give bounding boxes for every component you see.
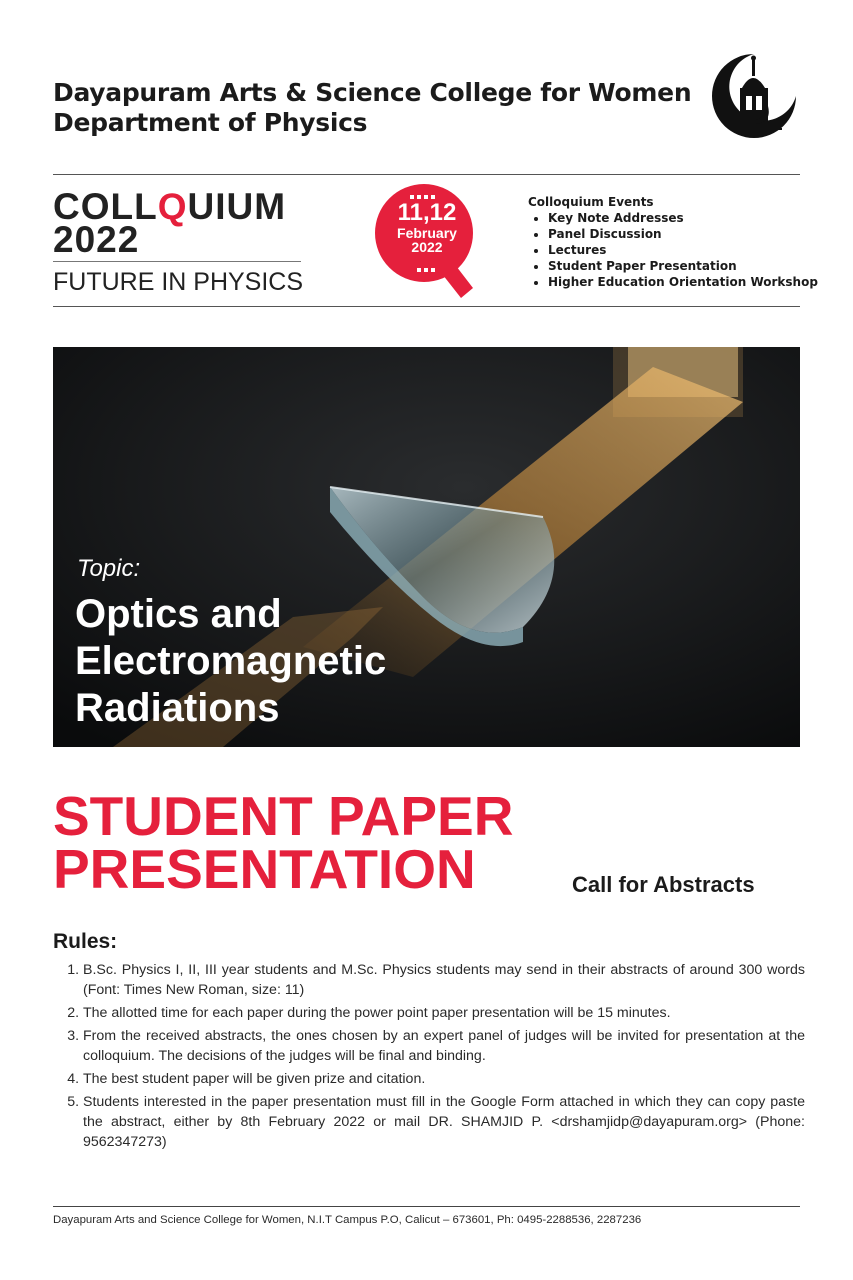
rules-heading: Rules: (53, 930, 118, 953)
colloquium-title-part1: COLL (53, 186, 158, 227)
topic-line: Radiations (75, 686, 280, 730)
date-year: 2022 (411, 239, 443, 255)
rule-item: 1. B.Sc. Physics I, II, III year students and M.Sc. Physics students may send in their abstracts of around 300 words (Font: Times New Roman, size: 11) (83, 960, 805, 1000)
rule-item: 5. Students interested in the paper presentation must fill in the Google Form attached in which they can copy paste the abstract, either by 8th February 2022 or mail DR. SHAMJID P. <drshamjidp@dayapuram.org> (Phone: 9562347273) (83, 1092, 805, 1152)
rule-item: 2. The allotted time for each paper during the power point paper presentation will be 15 minutes. (83, 1003, 805, 1023)
event-item: • Key Note Addresses (548, 210, 818, 226)
event-item: • Student Paper Presentation (548, 258, 818, 274)
colloquium-title-q: Q (157, 186, 188, 227)
department-name: Department of Physics (53, 108, 368, 137)
date-text (376, 200, 478, 254)
event-item: • Panel Discussion (548, 226, 818, 242)
header-divider (53, 174, 800, 175)
headline-line: STUDENT PAPER (53, 785, 514, 847)
colloquium-title-part2: UIUM (187, 186, 287, 227)
hero-image (53, 347, 800, 747)
date-days: 11,12 (397, 199, 457, 226)
headline-line: PRESENTATION (53, 838, 476, 900)
rule-item: 4. The best student paper will be given prize and citation. (83, 1069, 805, 1089)
college-logo (708, 50, 800, 142)
colloquium-title (53, 186, 287, 260)
event-item: • Higher Education Orientation Workshop (548, 274, 818, 290)
rules-list (53, 960, 805, 1155)
colloquium-divider-bottom (53, 306, 800, 307)
footer-divider (53, 1206, 800, 1207)
footer-address: Dayapuram Arts and Science College for Women, N.I.T Campus P.O, Calicut – 673601, Ph: 0495-2288536, 2287236 (53, 1214, 642, 1226)
date-month: February (397, 225, 457, 241)
topic-title (75, 591, 515, 732)
topic-label: Topic: (77, 555, 141, 582)
rule-item: 3. From the received abstracts, the ones chosen by an expert panel of judges will be invited for presentation at the colloquium. The decisions of the judges will be final and binding. (83, 1026, 805, 1066)
colloquium-divider (53, 261, 301, 262)
event-item: • Lectures (548, 242, 818, 258)
college-name: Dayapuram Arts & Science College for Women (53, 78, 692, 107)
call-for-abstracts: Call for Abstracts (572, 872, 755, 897)
topic-line: Electromagnetic (75, 639, 387, 683)
events-heading: Colloquium Events (528, 195, 654, 209)
colloquium-theme: FUTURE IN PHYSICS (53, 268, 304, 296)
events-list (528, 194, 818, 290)
colloquium-year: 2022 (53, 219, 140, 260)
topic-line: Optics and (75, 592, 282, 636)
headline (53, 785, 514, 900)
